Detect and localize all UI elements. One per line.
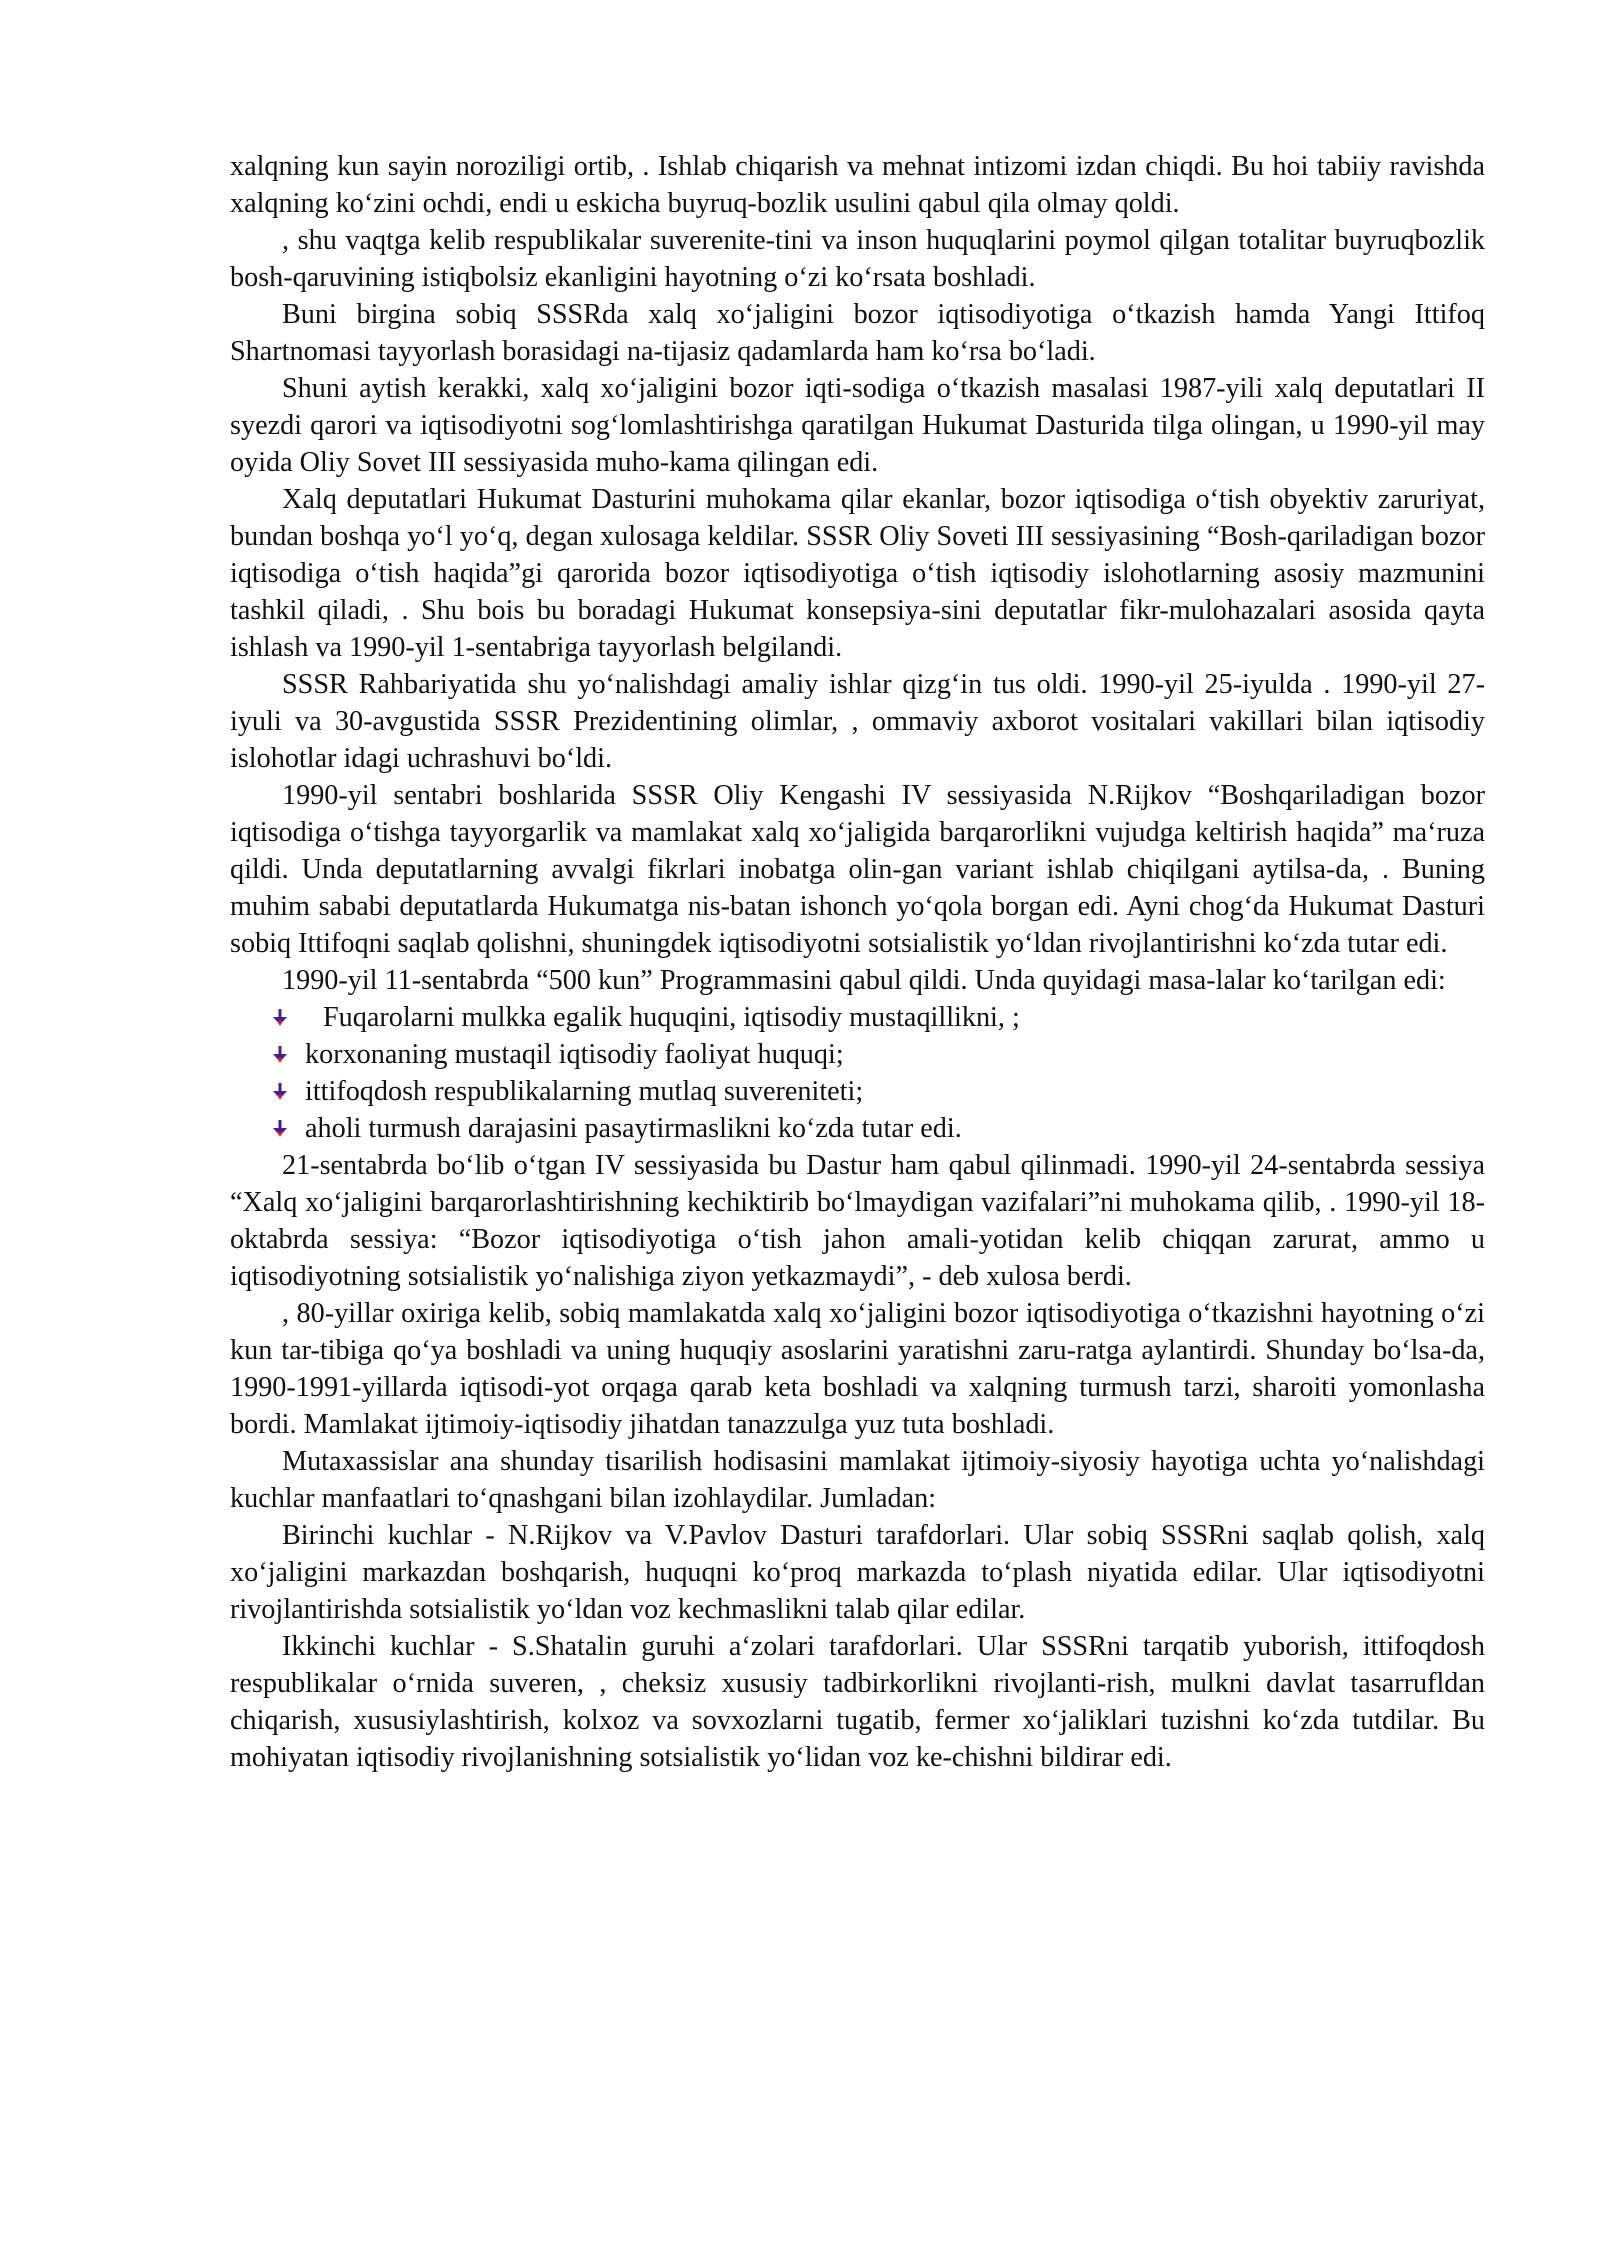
paragraph: Buni birgina sobiq SSSRda xalq xo‘jaligini bozor iqtisodiyotiga o‘tkazish hamda Yangi Ittifoq Shartnomasi tayyorlash borasidagi na-tijasiz qadamlarda ham ko‘rsa bo‘ladi.	[230, 299, 1485, 367]
list-item	[230, 1110, 1485, 1147]
bullet-list	[230, 999, 1485, 1147]
paragraph: Birinchi kuchlar - N.Rijkov va V.Pavlov Dasturi tarafdorlari. Ular sobiq SSSRni saqlab qolish, xalq xo‘jaligini markazdan boshqarish, huquqni ko‘proq markazda to‘plash niyatida edilar. Ular iqtisodiyotni rivojlantirishda sotsialistik yo‘ldan voz kechmaslikni talab qilar edilar.	[230, 1520, 1485, 1625]
paragraph: Ikkinchi kuchlar - S.Shatalin guruhi a‘zolari tarafdorlari. Ular SSSRni tarqatib yuborish, ittifoqdosh respublikalar o‘rnida suveren, , cheksiz xususiy tadbirkorlikni rivojlanti-rish, mulkni davlat tasarrufldan chiqarish, xususiylashtirish, kolxoz va sovxozlarni tugatib, fermer xo‘jaliklari tuzishni ko‘zda tutdilar. Bu mohiyatan iqtisodiy rivojlanishning sotsialistik yo‘lidan voz ke-chishni bildirar edi.	[230, 1631, 1485, 1773]
list-item-text: Fuqarolarni mulkka egalik huquqini, iqtisodiy mustaqillikni, ;	[323, 1002, 1020, 1033]
paragraph: , shu vaqtga kelib respublikalar suverenite-tini va inson huquqlarini poymol qilgan totalitar buyruqbozlik bosh-qaruvining istiqbolsiz ekanligini hayotning o‘zi ko‘rsata boshladi.	[230, 225, 1485, 293]
list-item-text: ittifoqdosh respublikalarning mutlaq suvereniteti;	[305, 1076, 864, 1107]
list-item	[230, 1036, 1485, 1073]
list-item	[230, 999, 1485, 1036]
paragraph: Mutaxassislar ana shunday tisarilish hodisasini mamlakat ijtimoiy-siyosiy hayotiga uchta yo‘nalishdagi kuchlar manfaatlari to‘qnashgani bilan izohlaydilar. Jumladan:	[230, 1446, 1485, 1514]
paragraph: SSSR Rahbariyatida shu yo‘nalishdagi amaliy ishlar qizg‘in tus oldi. 1990-yil 25-iyulda . 1990-yil 27-iyuli va 30-avgustida SSSR Prezidentining olimlar, , ommaviy axborot vositalari vakillari bilan iqtisodiy islohotlar idagi uchrashuvi bo‘ldi.	[230, 669, 1485, 774]
paragraph: 1990-yil 11-sentabrda “500 kun” Programmasini qabul qildi. Unda quyidagi masa-lalar ko‘tarilgan edi:	[282, 965, 1446, 996]
paragraph: Shuni aytish kerakki, xalq xo‘jaligini bozor iqti-sodiga o‘tkazish masalasi 1987-yili xalq deputatlari II syezdi qarori va iqtisodiyotni sog‘lomlashtirishga qaratilgan Hukumat Dasturida tilga olingan, u 1990-yil may oyida Oliy Sovet III sessiyasida muho-kama qilingan edi.	[230, 373, 1485, 478]
arrow-down-icon	[270, 1008, 290, 1028]
arrow-down-icon	[270, 1082, 290, 1102]
paragraph: xalqning kun sayin noroziligi ortib, . Ishlab chiqarish va mehnat intizomi izdan chiqdi. Bu hoi tabiiy ravishda xalqning ko‘zini ochdi, endi u eskicha buyruq-bozlik usulini qabul qila olmay qoldi.	[230, 151, 1485, 219]
arrow-down-icon	[270, 1119, 290, 1139]
paragraph: Xalq deputatlari Hukumat Dasturini muhokama qilar ekanlar, bozor iqtisodiga o‘tish obyektiv zaruriyat, bundan boshqa yo‘l yo‘q, degan xulosaga keldilar. SSSR Oliy Soveti III sessiyasining “Bosh-qariladigan bozor iqtisodiga o‘tish haqida”gi qarorida bozor iqtisodiyotiga o‘tish iqtisodiy islohotlarning asosiy mazmunini tashkil qiladi, . Shu bois bu boradagi Hukumat konsepsiya-sini deputatlar fikr-mulohazalari asosida qayta ishlash va 1990-yil 1-sentabriga tayyorlash belgilandi.	[230, 484, 1485, 663]
document-body	[230, 148, 1485, 1776]
arrow-down-icon	[270, 1045, 290, 1065]
paragraph: 21-sentabrda bo‘lib o‘tgan IV sessiyasida bu Dastur ham qabul qilinmadi. 1990-yil 24-sentabrda sessiya “Xalq xo‘jaligini barqarorlashtirishning kechiktirib bo‘lmaydigan vazifalari”ni muhokama qilib, . 1990-yil 18-oktabrda sessiya: “Bozor iqtisodiyotiga o‘tish jahon amali-yotidan kelib chiqqan zarurat, ammo u iqtisodiyotning sotsialistik yo‘nalishiga ziyon yetkazmaydi”, - deb xulosa berdi.	[230, 1150, 1485, 1292]
list-item	[230, 1073, 1485, 1110]
list-item-text: korxonaning mustaqil iqtisodiy faoliyat huquqi;	[305, 1039, 844, 1070]
paragraph: 1990-yil sentabri boshlarida SSSR Oliy Kengashi IV sessiyasida N.Rijkov “Boshqariladigan bozor iqtisodiga o‘tishga tayyorgarlik va mamlakat xalq xo‘jaligida barqarorlikni vujudga keltirish haqida” ma‘ruza qildi. Unda deputatlarning avvalgi fikrlari inobatga olin-gan variant ishlab chiqilgani aytilsa-da, . Buning muhim sababi deputatlarda Hukumatga nis-batan ishonch yo‘qola borgan edi. Ayni chog‘da Hukumat Dasturi sobiq Ittifoqni saqlab qolishni, shuningdek iqtisodiyotni sotsialistik yo‘ldan rivojlantirishni ko‘zda tutar edi.	[230, 780, 1485, 959]
list-item-text: aholi turmush darajasini pasaytirmaslikni ko‘zda tutar edi.	[305, 1113, 962, 1144]
paragraph: , 80-yillar oxiriga kelib, sobiq mamlakatda xalq xo‘jaligini bozor iqtisodiyotiga o‘tkazishni hayotning o‘zi kun tar-tibiga qo‘ya boshladi va uning huquqiy asoslarini yaratishni zaru-ratga aylantirdi. Shunday bo‘lsa-da, 1990-1991-yillarda iqtisodi-yot orqaga qarab keta boshladi va xalqning turmush tarzi, sharoiti yomonlasha bordi. Mamlakat ijtimoiy-iqtisodiy jihatdan tanazzulga yuz tuta boshladi.	[230, 1298, 1485, 1440]
